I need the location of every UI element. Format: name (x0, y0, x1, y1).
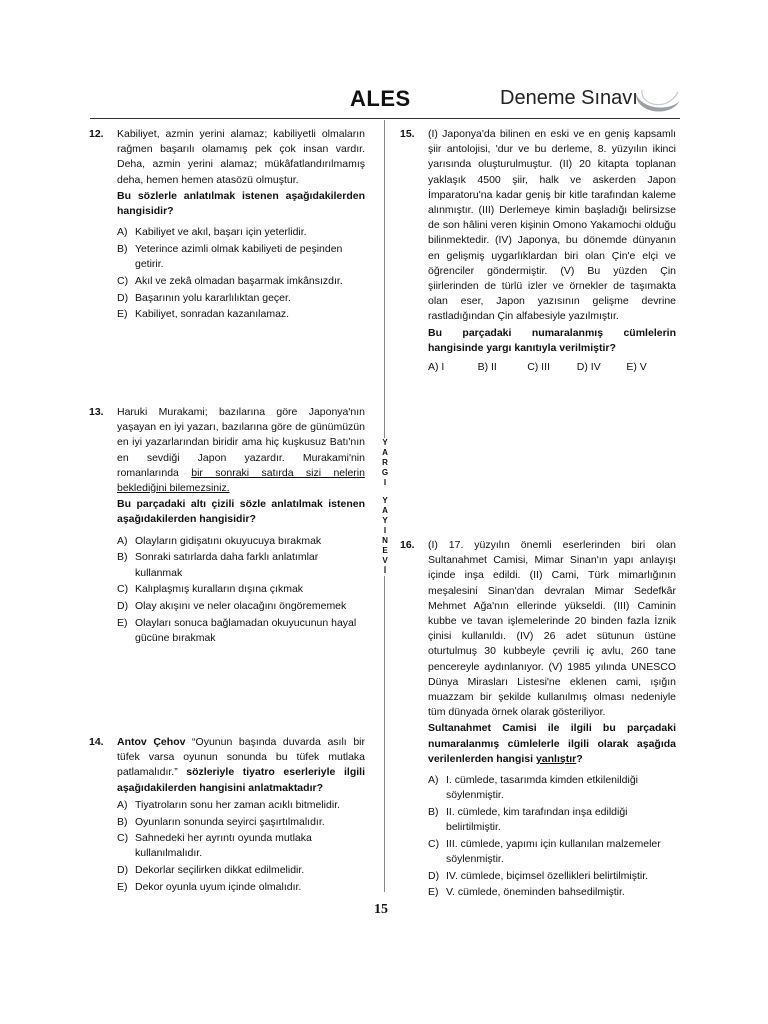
question-text: Kabiliyet, azmin yerini alamaz; kabiliyetli olmaların rağmen başarılı olamamış pek çok insan vardır. Deha, azmin yerini alamaz; mükâfatlandırılmamış deha, hemen hemen atasözü olmuştur. (117, 128, 365, 186)
option-e[interactable]: E) Kabiliyet, sonradan kazanılamaz. (117, 308, 290, 321)
option-list (117, 225, 365, 322)
option-c[interactable]: C) Akıl ve zekâ olmadan başarmak imkânsızdır. (117, 274, 343, 287)
question-number: 12. (89, 128, 104, 140)
option-c[interactable]: C) III. cümlede, yapımı için kullanılan malzemeler söylenmiştir. (428, 837, 661, 866)
question-number: 15. (400, 128, 415, 140)
question-15 (400, 127, 676, 375)
question-text: (I) 17. yüzyılın önemli eserlerinden biri olan Sultanahmet Camisi, Mimar Sinan'ın yapı anlayışı içinde inşa edildi. (II) Cami, Türk mimarlığının meşalesini Sinan'dan devralan Mimar Sedefkâr Mehmet Ağa'nın ellerinde yükseldi. (III) Caminin kubbe ve tavan işlemelerinde 20 binden fazla İznik çinisi kullanıldı. (IV) 26 adet sütunun üstüne oturtulmuş 30 kubbeyle çevrili iç avlu, 260 tane pencereyle aydınlanıyor. (V) 1985 yılında UNESCO Dünya Mirasları Listesi'ne eklenen cami, ışığın muazzam bir şekilde kullanılmış olması nedeniyle tüm dünyada örnek olarak gösteriliyor. (428, 539, 676, 719)
option-b[interactable]: B) Sonraki satırlarda daha farklı anlatımlar kullanmak (117, 551, 319, 579)
option-b[interactable]: B) Yeterince azimli olmak kabiliyeti de peşinden getirir. (117, 242, 343, 271)
option-a[interactable]: A) I (428, 361, 445, 374)
question-stem: Bu parçadaki altı çizili sözle anlatılmak istenen aşağıdakilerden hangisidir? (117, 498, 365, 526)
question-text: Haruki Murakami; bazılarına göre Japonya'nın yaşayan en iyi yazarı, bazılarına göre de günümüzün en iyi yazarlarından biridir ama hiç kuşkusuz Batı'nın en sevdiği Japon yazardır. Murakami'nin romanlarında bir sonraki satırda sizi nelerin beklediğini bilemezsiniz. (117, 406, 365, 495)
question-number: 16. (400, 539, 415, 551)
question-number: 13. (89, 406, 104, 418)
header-divider (90, 118, 680, 119)
option-c[interactable]: C) III (527, 361, 550, 374)
question-text: Antov Çehov “Oyunun başında duvarda asılı bir tüfek varsa oyunun sonunda bu tüfek mutlaka patlamalıdır.” sözleriyle tiyatro eserleriyle ilgili aşağıdakilerden hangisini anlatmaktadır? (117, 736, 365, 794)
question-14 (89, 735, 365, 897)
header-title: ALES (350, 86, 411, 111)
question-stem: Bu sözlerle anlatılmak istenen aşağıdakilerden hangisidir? (117, 189, 365, 218)
option-list (117, 798, 365, 895)
option-d[interactable]: D) Olay akışını ve neler olacağını öngörememek (117, 599, 347, 612)
option-c[interactable]: C) Sahnedeki her ayrıntı oyunda mutlaka kullanılmalıdır. (117, 832, 312, 860)
option-d[interactable]: D) IV (576, 361, 601, 374)
page-number: 15 (374, 902, 388, 917)
crescent-logo-icon (628, 80, 684, 120)
option-e[interactable]: E) V. cümlede, öneminden bahsedilmiştir. (428, 886, 625, 899)
option-d[interactable]: D) Dekorlar seçilirken dikkat edilmelidir. (117, 864, 305, 877)
option-e[interactable]: E) Olayları sonuca bağlamadan okuyucunun hayal gücüne bırakmak (117, 616, 357, 644)
underlined-phrase: bir sonraki satırda sizi nelerin beklediğini bilemezsiniz. (117, 466, 365, 495)
option-d[interactable]: D) Başarının yolu kararlılıktan geçer. (117, 291, 291, 304)
option-b[interactable]: B) Oyunların sonunda seyirci şaşırtılmalıdır. (117, 815, 325, 828)
option-b[interactable]: B) II. cümlede, kim tarafından inşa edildiği belirtilmiştir. (428, 805, 628, 834)
option-a[interactable]: A) Kabiliyet ve akıl, başarı için yeterlidir. (117, 226, 307, 239)
option-list (117, 534, 365, 646)
question-stem: Bu parçadaki numaralanmış cümlelerin hangisinde yargı kanıtıyla verilmiştir? (428, 326, 676, 354)
question-12 (89, 127, 365, 324)
publisher-vertical-text: Y A R G I Y A Y I N E V İ (379, 438, 391, 576)
option-e[interactable]: E) Dekor oyunla uyum içinde olmalıdır. (117, 880, 302, 893)
option-a[interactable]: A) Olayların gidişatını okuyucuya bırakmak (117, 534, 322, 547)
option-a[interactable]: A) I. cümlede, tasarımda kimden etkilenildiği söylenmiştir. (428, 774, 639, 802)
question-text: (I) Japonya'da bilinen en eski ve en geniş kapsamlı şiir antolojisi, 'dur ve bu derleme, 8. yüzyılın ikinci yarısında oluşturulmuştur. (II) 20 kitapta toplanan yaklaşık 4500 şiir, halk ve askerden Japon İmparatoru'na kadar geniş bir kitle tarafından kaleme alınmıştır. (III) Derlemeye kimin başladığı belirsizse de son hâlini veren kişinin Omono Yakamochi olduğu bilinmektedir. (IV) Japonya, bu dönemde dünyanın en gelişmiş uygarlıklardan biri olan Çin'e elçi ve öğrenciler göndermiştir. (V) Bu yüzden Çin şiirlerinden de türlü izler ve örnekler de taşımakta olan eser, Japon yazısının gelişme devrine rastladığından Çin alfabesiyle yazılmıştır. (428, 128, 676, 323)
option-row (428, 360, 676, 375)
option-b[interactable]: B) II (477, 361, 497, 374)
option-a[interactable]: A) Tiyatroların sonu her zaman acıklı bitmelidir. (117, 798, 341, 811)
question-number: 14. (89, 736, 104, 748)
header-subtitle: Deneme Sınavı (500, 87, 638, 109)
question-stem: Sultanahmet Camisi ile ilgili bu parçadaki numaralanmış cümlelerle ilgili olarak aşağıda verilenlerden hangisi yanlıştır? (428, 722, 676, 765)
option-c[interactable]: C) Kalıplaşmış kuralların dışına çıkmak (117, 583, 304, 596)
question-16 (400, 538, 676, 902)
option-e[interactable]: E) V (626, 361, 647, 374)
question-13 (89, 405, 365, 648)
option-d[interactable]: D) IV. cümlede, biçimsel özellikleri belirtilmiştir. (428, 869, 649, 882)
option-list (428, 773, 676, 901)
